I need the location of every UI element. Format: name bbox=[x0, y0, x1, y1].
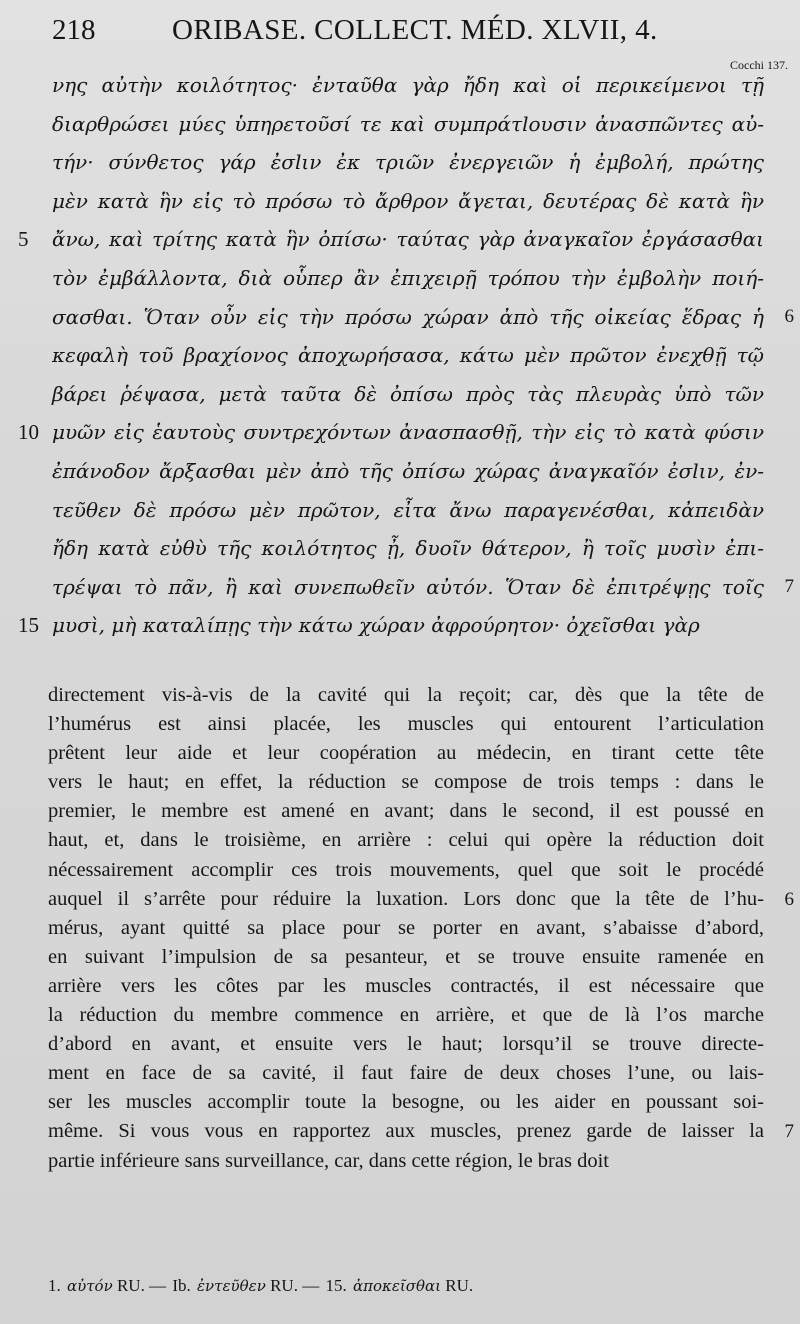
footnote-variant: ἀποκεῖσθαι bbox=[352, 1277, 442, 1295]
greek-line bbox=[52, 259, 764, 298]
greek-line bbox=[18, 606, 764, 645]
french-line bbox=[48, 1001, 764, 1030]
footnote-ref: 1. bbox=[48, 1276, 61, 1295]
french-line-text: en suivant l’impulsion de sa pesanteur, et se trouve ensuite ramenée en bbox=[48, 945, 764, 968]
french-line bbox=[48, 681, 764, 710]
footnote-variant: αὐτόν bbox=[67, 1277, 113, 1295]
greek-line bbox=[52, 452, 764, 491]
french-line bbox=[48, 739, 764, 768]
greek-line bbox=[52, 568, 794, 607]
greek-line-text: ἐπάνοδον ἄρξασθαι μὲν ἀπὸ τῆς ὀπίσω χώρας ἀναγκαῖόν ἐσlιν, ἐν- bbox=[52, 458, 764, 483]
greek-line bbox=[52, 375, 764, 414]
greek-line-text: νης αὐτὴν κοιλότητος· ἐνταῦθα γὰρ ἤδη καὶ οἱ περικείμενοι τῇ bbox=[52, 73, 764, 97]
french-line-text: haut, et, dans le troisième, en arrière : celui qui opère la réduction doit bbox=[48, 829, 764, 852]
french-line bbox=[48, 856, 764, 885]
french-line bbox=[48, 797, 764, 826]
french-line-text: mérus, ayant quitté sa place pour se porter en avant, s’abaisse d’abord, bbox=[48, 916, 764, 939]
footnote-sigla: RU. bbox=[445, 1276, 474, 1295]
footnote-sigla: RU. — bbox=[270, 1276, 320, 1295]
footnote-ref: 15. bbox=[325, 1276, 347, 1295]
french-line-text: prêtent leur aide et leur coopération au médecin, en tirant cette tête bbox=[48, 742, 764, 765]
greek-line-text: βάρει ῥέψασα, μετὰ ταῦτα δὲ ὀπίσω πρὸς τὰς πλευρὰς ὑπὸ τῶν bbox=[52, 381, 764, 406]
margin-mark: 7 bbox=[784, 575, 794, 597]
greek-line-text: μυῶν εἰς ἑαυτοὺς συντρεχόντων ἀνασπασθῇ, τὴν εἰς τὸ κατὰ φύσιν bbox=[52, 420, 764, 445]
footnote-sigla: RU. — bbox=[116, 1276, 167, 1295]
greek-line bbox=[52, 491, 764, 530]
french-line-text: vers le haut; en effet, la réduction se compose de trois temps : dans le bbox=[48, 771, 764, 794]
greek-line bbox=[52, 182, 764, 221]
french-line-text: arrière vers les côtes par les muscles contractés, il est nécessaire que bbox=[48, 974, 764, 997]
page-number: 218 bbox=[52, 14, 96, 46]
running-title: ORIBASE. COLLECT. MÉD. XLVII, 4. bbox=[172, 14, 658, 46]
greek-line bbox=[52, 143, 764, 182]
line-number: 15 bbox=[18, 613, 39, 638]
greek-line-text: ἤδη κατὰ εὐθὺ τῆς κοιλότητος ᾖ, δυοῖν θάτερον, ἢ τοῖς μυσὶν ἐπι- bbox=[52, 536, 764, 561]
french-line-text: directement vis-à-vis de la cavité qui la reçoit; car, dès que la tête de bbox=[48, 684, 764, 706]
margin-mark: 7 bbox=[784, 1121, 794, 1143]
french-line bbox=[48, 885, 794, 914]
french-line-text: nécessairement accomplir ces trois mouvements, quel que soit le procédé bbox=[48, 858, 764, 881]
greek-line-text: κεφαλὴ τοῦ βραχίονος ἀποχωρήσασα, κάτω μὲν πρῶτον ἐνεχθῇ τῷ bbox=[52, 343, 764, 368]
greek-line bbox=[18, 220, 764, 259]
footnote-variant: ἐντεῦθεν bbox=[197, 1277, 266, 1295]
french-line bbox=[48, 972, 764, 1001]
french-line-text: même. Si vous vous en rapportez aux muscles, prenez garde de laisser la bbox=[48, 1120, 764, 1143]
greek-line bbox=[52, 105, 764, 144]
line-number: 5 bbox=[18, 227, 29, 252]
greek-line-text: μυσὶ, μὴ καταλίπῃς τὴν κάτω χώραν ἀφρούρητον· ὀχεῖσθαι γὰρ bbox=[52, 613, 700, 638]
french-line-text: ser les muscles accomplir toute la besogne, ou les aider en poussant soi- bbox=[48, 1091, 764, 1114]
margin-mark: 6 bbox=[784, 305, 794, 327]
french-line bbox=[48, 768, 764, 797]
margin-mark: 6 bbox=[784, 888, 794, 910]
greek-line-text: τρέψαι τὸ πᾶν, ἢ καὶ συνεπωθεῖν αὐτόν. Ὅταν δὲ ἐπιτρέψῃς τοῖς bbox=[52, 574, 764, 599]
french-line-text: l’humérus est ainsi placée, les muscles qui entourent l’articulation bbox=[48, 713, 764, 736]
french-line bbox=[48, 1059, 764, 1088]
french-line bbox=[48, 1030, 764, 1059]
greek-line-text: μὲν κατὰ ἣν εἰς τὸ πρόσω τὸ ἄρθρον ἄγεται, δευτέρας δὲ κατὰ ἣν bbox=[52, 188, 764, 213]
french-line bbox=[48, 914, 764, 943]
greek-text bbox=[18, 66, 794, 645]
french-line-text: la réduction du membre commence en arrière, et que de là l’os marche bbox=[48, 1004, 764, 1027]
greek-line bbox=[52, 336, 764, 375]
french-line-text: premier, le membre est amené en avant; dans le second, il est poussé en bbox=[48, 800, 764, 823]
french-translation bbox=[48, 681, 794, 1176]
greek-line bbox=[52, 66, 764, 105]
french-line bbox=[48, 943, 764, 972]
greek-line bbox=[52, 529, 764, 568]
french-line-text: auquel il s’arrête pour réduire la luxation. Lors donc que la tête de l’hu- bbox=[48, 887, 764, 910]
french-line bbox=[48, 1088, 764, 1117]
greek-line-text: τὸν ἐμβάλλοντα, διὰ οὗπερ ἂν ἐπιχειρῇ τρόπου τὴν ἐμβολὴν ποιή- bbox=[52, 265, 764, 290]
french-line bbox=[48, 826, 764, 855]
greek-line-text: τεῦθεν δὲ πρόσω μὲν πρῶτον, εἶτα ἄνω παραγενέσθαι, κἀπειδὰν bbox=[52, 497, 764, 522]
footnote-ref: Ib. bbox=[172, 1276, 191, 1295]
greek-line-text: ἄνω, καὶ τρίτης κατὰ ἣν ὀπίσω· ταύτας γὰρ ἀναγκαῖον ἐργάσασθαι bbox=[52, 227, 764, 252]
greek-line-text: τήν· σύνθετος γάρ ἐσlιν ἐκ τριῶν ἐνεργειῶν ἡ ἐμβολή, πρώτης bbox=[52, 150, 764, 175]
running-header bbox=[0, 14, 800, 54]
greek-line-text: διαρθρώσει μύες ὑπηρετοῦσί τε καὶ συμπράτlουσιν ἀνασπῶντες αὐ- bbox=[52, 111, 764, 136]
french-line bbox=[48, 710, 764, 739]
footnotes bbox=[48, 1276, 764, 1296]
french-line bbox=[48, 1147, 764, 1176]
french-line-text: d’abord en avant, et ensuite vers le haut; lorsqu’il se trouve directe- bbox=[48, 1033, 764, 1056]
cocchi-reference: Cocchi 137. bbox=[730, 58, 788, 72]
french-line-text: ment en face de sa cavité, il faut faire de deux choses l’une, ou lais- bbox=[48, 1062, 764, 1085]
greek-line bbox=[52, 298, 794, 337]
french-line bbox=[48, 1117, 794, 1146]
line-number: 10 bbox=[18, 420, 39, 445]
greek-line-text: σασθαι. Ὅταν οὖν εἰς τὴν πρόσω χώραν ἀπὸ τῆς οἰκείας ἕδρας ἡ bbox=[52, 304, 764, 329]
greek-line bbox=[18, 413, 764, 452]
french-line-text: partie inférieure sans surveillance, car, dans cette région, le bras doit bbox=[48, 1149, 609, 1172]
